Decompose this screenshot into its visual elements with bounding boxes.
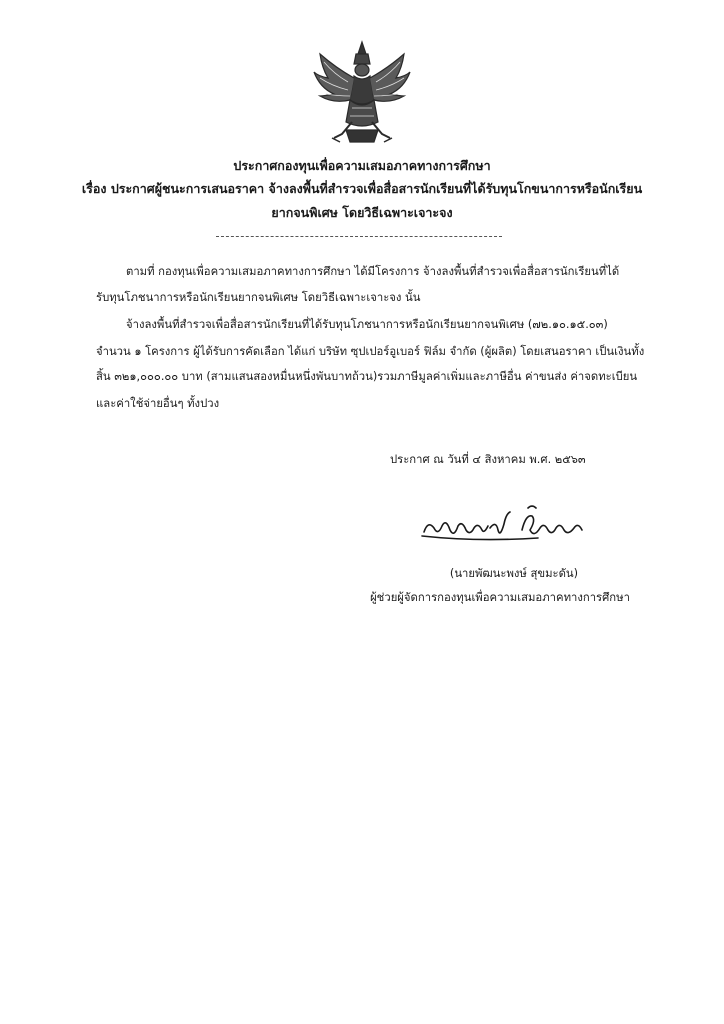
body-paragraph-1-line-1: ตามที่ กองทุนเพื่อความเสมอภาคทางการศึกษา ได้มีโครงการ จ้างลงพื้นที่สำรวจเพื่อสื่อสารนักเรียนที่ได้ (126, 265, 620, 278)
announcement-date: ประกาศ ณ วันที่ ๔ สิงหาคม พ.ศ. ๒๕๖๓ (390, 453, 586, 466)
body-paragraph-1-line-2: รับทุนโภชนาการหรือนักเรียนยากจนพิเศษ โดยวิธีเฉพาะเจาะจง นั้น (96, 291, 421, 304)
announcement-title: ประกาศกองทุนเพื่อความเสมอภาคทางการศึกษา (233, 158, 491, 173)
body-paragraph-2-line-3: สิ้น ๓๒๑,๐๐๐.๐๐ บาท (สามแสนสองหมื่นหนึ่งพันบาทถ้วน)รวมภาษีมูลค่าเพิ่มและภาษีอื่น ค่าขนส่ง ค่าจดทะเบียน (96, 370, 638, 383)
title-separator (216, 236, 502, 237)
garuda-emblem-icon (312, 38, 412, 146)
body-paragraph-2-line-4: และค่าใช้จ่ายอื่นๆ ทั้งปวง (96, 397, 220, 410)
handwritten-signature (418, 500, 590, 550)
body-paragraph-2-line-1: จ้างลงพื้นที่สำรวจเพื่อสื่อสารนักเรียนที่ได้รับทุนโภชนาการหรือนักเรียนยากจนพิเศษ (๗๒.๑๐.๑๕.๐๓) (126, 318, 608, 331)
signer-position: ผู้ช่วยผู้จัดการกองทุนเพื่อความเสมอภาคทางการศึกษา (370, 591, 630, 604)
signer-name: (นายพัฒนะพงษ์ สุขมะดัน) (449, 567, 579, 580)
body-paragraph-2-line-2: จำนวน ๑ โครงการ ผู้ได้รับการคัดเลือก ได้แก่ บริษัท ซุปเปอร์อูเบอร์ ฟิล์ม จำกัด (ผู้ผลิต) โดยเสนอราคา เป็นเงินทั้ง (96, 345, 645, 358)
announcement-subject-continued: ยากจนพิเศษ โดยวิธีเฉพาะเจาะจง (271, 205, 453, 220)
announcement-subject: เรื่อง ประกาศผู้ชนะการเสนอราคา จ้างลงพื้นที่สำรวจเพื่อสื่อสารนักเรียนที่ได้รับทุนโกขนาการหรือนักเรียน (81, 181, 643, 196)
